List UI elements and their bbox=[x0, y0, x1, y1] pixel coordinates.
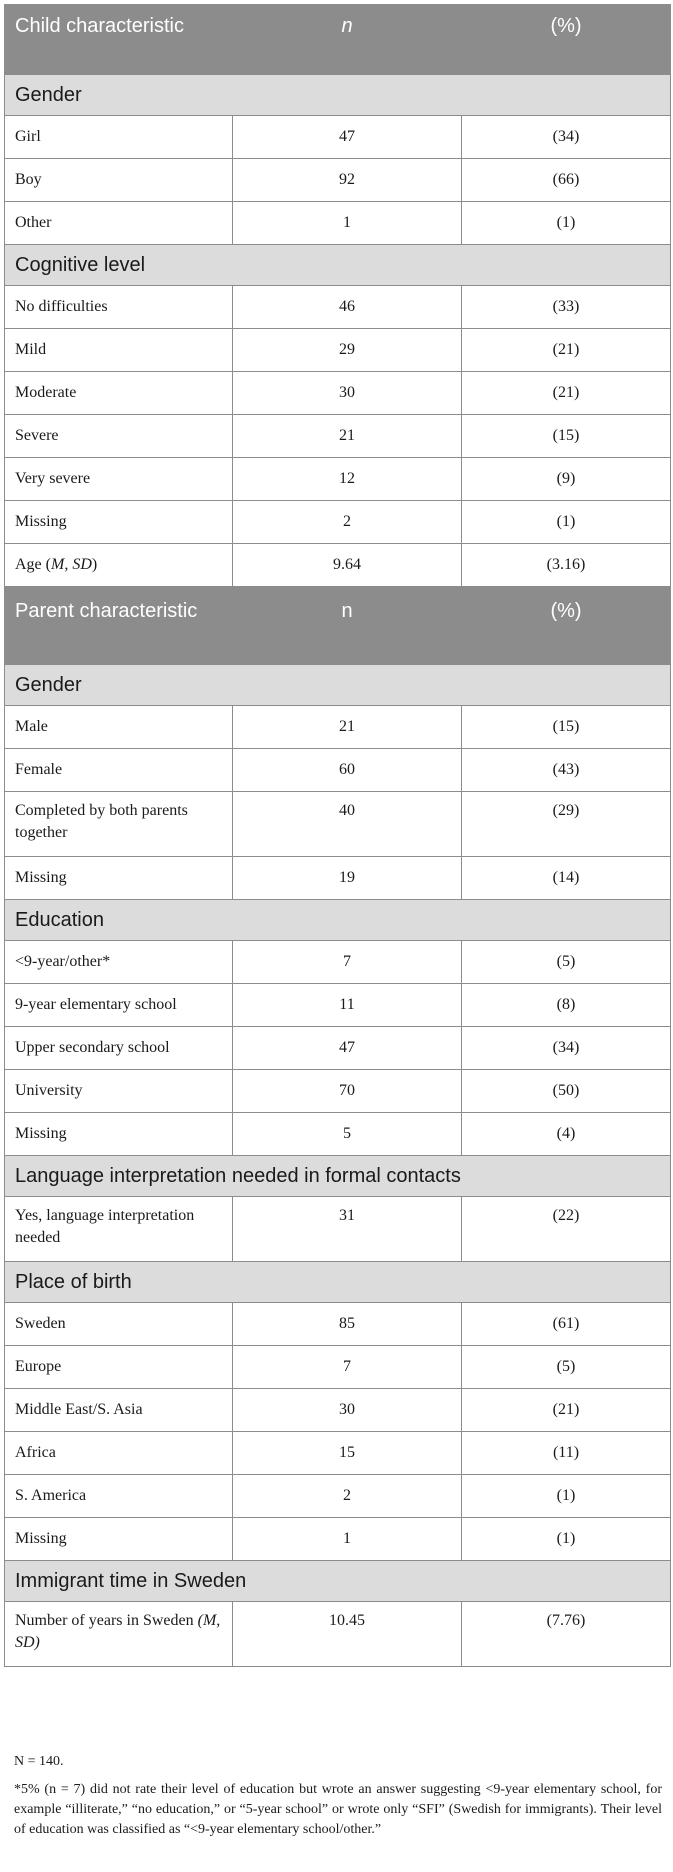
row-label: University bbox=[5, 1070, 233, 1113]
row-pct: (1) bbox=[462, 1475, 671, 1518]
section-title: Language interpretation needed in formal contacts bbox=[5, 1156, 671, 1197]
age-row bbox=[5, 544, 671, 587]
header-label: Parent characteristic bbox=[5, 587, 233, 665]
row-n: 85 bbox=[233, 1303, 462, 1346]
row-pct: (50) bbox=[462, 1070, 671, 1113]
section-row bbox=[5, 900, 671, 941]
row-n: 40 bbox=[233, 792, 462, 857]
table-row bbox=[5, 1346, 671, 1389]
table-row bbox=[5, 1197, 671, 1262]
row-label: Other bbox=[5, 202, 233, 245]
row-pct: (1) bbox=[462, 501, 671, 544]
row-label: Male bbox=[5, 706, 233, 749]
row-pct: (8) bbox=[462, 984, 671, 1027]
row-pct: (1) bbox=[462, 1518, 671, 1561]
footnote-n: N = 140. bbox=[14, 1754, 64, 1769]
row-pct: (29) bbox=[462, 792, 671, 857]
immigrant-years-row bbox=[5, 1602, 671, 1667]
table-row bbox=[5, 1475, 671, 1518]
table-row bbox=[5, 1432, 671, 1475]
table-row bbox=[5, 116, 671, 159]
row-n: 15 bbox=[233, 1432, 462, 1475]
row-label: Sweden bbox=[5, 1303, 233, 1346]
row-pct: (5) bbox=[462, 941, 671, 984]
row-label: Completed by both parents together bbox=[5, 792, 233, 857]
row-n: 92 bbox=[233, 159, 462, 202]
row-n: 30 bbox=[233, 372, 462, 415]
table-row bbox=[5, 749, 671, 792]
row-label: Missing bbox=[5, 1518, 233, 1561]
years-stats: (M, SD) bbox=[15, 1612, 221, 1651]
row-pct: (15) bbox=[462, 415, 671, 458]
row-pct: (34) bbox=[462, 1027, 671, 1070]
row-label: Boy bbox=[5, 159, 233, 202]
table-row bbox=[5, 1027, 671, 1070]
row-label: Age (M, SD) bbox=[5, 544, 233, 587]
row-label: Yes, language interpretation needed bbox=[5, 1197, 233, 1262]
row-pct: (1) bbox=[462, 202, 671, 245]
table-row bbox=[5, 1070, 671, 1113]
row-n: 11 bbox=[233, 984, 462, 1027]
table-row bbox=[5, 792, 671, 857]
footnote-education: *5% (n = 7) did not rate their level of education but wrote an answer suggesting <9-year elementary school, for example “illiterate,” “no education,” or “5-year school” or wrote only “SFI” (Swedish for immigrants). Their level of education was classified as “<9-year elementary school/other.” bbox=[14, 1782, 662, 1837]
row-label: Severe bbox=[5, 415, 233, 458]
child-header-row bbox=[5, 5, 671, 75]
row-n: 5 bbox=[233, 1113, 462, 1156]
row-pct: (22) bbox=[462, 1197, 671, 1262]
row-label: Very severe bbox=[5, 458, 233, 501]
row-pct: (14) bbox=[462, 857, 671, 900]
table-row bbox=[5, 941, 671, 984]
row-label: Upper secondary school bbox=[5, 1027, 233, 1070]
header-n: n bbox=[233, 587, 462, 665]
row-n: 29 bbox=[233, 329, 462, 372]
table-row bbox=[5, 1113, 671, 1156]
row-n: 2 bbox=[233, 501, 462, 544]
row-pct: (15) bbox=[462, 706, 671, 749]
row-label: Europe bbox=[5, 1346, 233, 1389]
row-pct: (7.76) bbox=[462, 1602, 671, 1667]
row-pct: (3.16) bbox=[462, 544, 671, 587]
row-label: Female bbox=[5, 749, 233, 792]
table-row bbox=[5, 329, 671, 372]
row-label: Missing bbox=[5, 501, 233, 544]
row-n: 1 bbox=[233, 1518, 462, 1561]
section-row bbox=[5, 1561, 671, 1602]
row-n: 70 bbox=[233, 1070, 462, 1113]
header-pct: (%) bbox=[462, 587, 671, 665]
section-row bbox=[5, 245, 671, 286]
row-n: 19 bbox=[233, 857, 462, 900]
header-n: n bbox=[233, 5, 462, 75]
row-n: 47 bbox=[233, 116, 462, 159]
row-pct: (21) bbox=[462, 329, 671, 372]
section-title: Place of birth bbox=[5, 1262, 671, 1303]
parent-header-row bbox=[5, 587, 671, 665]
row-n: 7 bbox=[233, 1346, 462, 1389]
row-n: 31 bbox=[233, 1197, 462, 1262]
row-label: Mild bbox=[5, 329, 233, 372]
age-label: Age bbox=[15, 556, 42, 573]
section-row bbox=[5, 665, 671, 706]
row-label: S. America bbox=[5, 1475, 233, 1518]
row-pct: (21) bbox=[462, 1389, 671, 1432]
age-stats: M, SD bbox=[50, 556, 92, 573]
table-row bbox=[5, 202, 671, 245]
table-row bbox=[5, 1518, 671, 1561]
row-label: Middle East/S. Asia bbox=[5, 1389, 233, 1432]
row-n: 9.64 bbox=[233, 544, 462, 587]
row-label: No difficulties bbox=[5, 286, 233, 329]
table-row bbox=[5, 1303, 671, 1346]
row-n: 10.45 bbox=[233, 1602, 462, 1667]
row-n: 1 bbox=[233, 202, 462, 245]
row-pct: (66) bbox=[462, 159, 671, 202]
row-n: 2 bbox=[233, 1475, 462, 1518]
table-row bbox=[5, 857, 671, 900]
row-n: 46 bbox=[233, 286, 462, 329]
table-row bbox=[5, 501, 671, 544]
row-label: Girl bbox=[5, 116, 233, 159]
table-row bbox=[5, 1389, 671, 1432]
row-pct: (33) bbox=[462, 286, 671, 329]
row-pct: (21) bbox=[462, 372, 671, 415]
row-n: 21 bbox=[233, 415, 462, 458]
row-pct: (43) bbox=[462, 749, 671, 792]
row-label bbox=[5, 1602, 233, 1667]
section-row bbox=[5, 1156, 671, 1197]
section-title: Gender bbox=[5, 665, 671, 706]
row-pct: (11) bbox=[462, 1432, 671, 1475]
row-label: 9-year elementary school bbox=[5, 984, 233, 1027]
row-n: 47 bbox=[233, 1027, 462, 1070]
table-row bbox=[5, 372, 671, 415]
header-label: Child characteristic bbox=[5, 5, 233, 75]
years-label: Number of years in Sweden bbox=[15, 1612, 194, 1629]
section-row bbox=[5, 1262, 671, 1303]
section-row bbox=[5, 75, 671, 116]
header-pct: (%) bbox=[462, 5, 671, 75]
row-pct: (61) bbox=[462, 1303, 671, 1346]
section-title: Gender bbox=[5, 75, 671, 116]
row-n: 30 bbox=[233, 1389, 462, 1432]
characteristics-table bbox=[4, 4, 671, 1667]
table-row bbox=[5, 415, 671, 458]
row-pct: (34) bbox=[462, 116, 671, 159]
section-title: Education bbox=[5, 900, 671, 941]
section-title: Immigrant time in Sweden bbox=[5, 1561, 671, 1602]
table-row bbox=[5, 458, 671, 501]
row-label: Missing bbox=[5, 857, 233, 900]
row-n: 21 bbox=[233, 706, 462, 749]
row-label: Missing bbox=[5, 1113, 233, 1156]
row-n: 12 bbox=[233, 458, 462, 501]
row-pct: (9) bbox=[462, 458, 671, 501]
row-label: <9-year/other* bbox=[5, 941, 233, 984]
row-label: Africa bbox=[5, 1432, 233, 1475]
row-n: 60 bbox=[233, 749, 462, 792]
table-row bbox=[5, 159, 671, 202]
section-title: Cognitive level bbox=[5, 245, 671, 286]
table-row bbox=[5, 286, 671, 329]
row-n: 7 bbox=[233, 941, 462, 984]
row-pct: (4) bbox=[462, 1113, 671, 1156]
table-row bbox=[5, 984, 671, 1027]
table-row bbox=[5, 706, 671, 749]
row-pct: (5) bbox=[462, 1346, 671, 1389]
row-label: Moderate bbox=[5, 372, 233, 415]
table-footnotes bbox=[14, 1752, 662, 1840]
